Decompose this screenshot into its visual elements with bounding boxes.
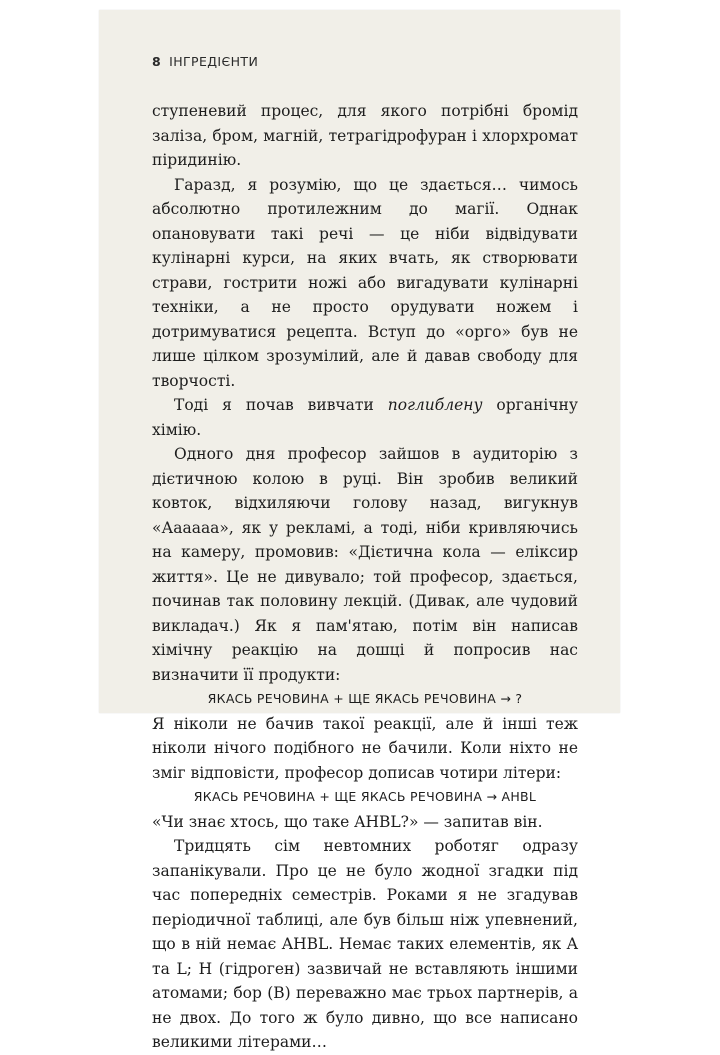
reaction-equation: ЯКАСЬ РЕЧОВИНА + ЩЕ ЯКАСЬ РЕЧОВИНА → AHBL	[193, 789, 537, 804]
paragraph: «Чи знає хтось, що таке AHBL?» — запитав він.	[152, 812, 543, 831]
paragraph: ступеневий процес, для якого потрібні бромід заліза, бром, магній, тетрагідрофуран і хлорхромат піридинію.	[152, 102, 578, 169]
reaction-equation: ЯКАСЬ РЕЧОВИНА + ЩЕ ЯКАСЬ РЕЧОВИНА → ?	[207, 691, 523, 706]
running-header	[152, 54, 258, 69]
paragraph: Гаразд, я розумію, що це здається… чимось абсолютно протилежним до магії. Однак опановувати такі речі — це ніби відвідувати кулінарні курси, на яких вчать, як створювати страви, гострити ножі або вигадувати кулінарні техніки, а не просто орудувати ножем і дотримуватися рецепта. Вступ до «орго» був не лише цілком зрозумілий, але й давав свободу для творчості.	[152, 175, 578, 390]
section-title: ІНГРЕДІЄНТИ	[169, 54, 259, 69]
book-page	[99, 10, 620, 1051]
paragraph: Одного дня професор зайшов в аудиторію з дієтичною колою в руці. Він зробив великий ковток, відхиляючи голову назад, вигукнув «Аааааа», як у рекламі, а тоді, ніби кривляючись на камеру, промовив: «Дієтична кола — еліксир життя». Це не дивувало; той професор, здається, починав так половину лекцій. (Дивак, але чудовий викладач.) Як я пам'ятаю, потім він написав хімічну реакцію на дошці й попросив нас визначити її продукти:	[152, 445, 578, 684]
paragraph	[152, 393, 578, 442]
page-number: 8	[152, 54, 162, 69]
paragraph: Тридцять сім невтомних роботяг одразу запанікували. Про це не було жодної згадки під час попередніх семестрів. Роками я не згадував періодичної таблиці, але був більш ніж упевнений, що в ній немає AHBL. Немає таких елементів, як A та L; H (гідроген) зазвичай не вставляють іншими атомами; бор (B) переважно має трьох партнерів, а не двох. До того ж було дивно, що все написано великими літерами…	[152, 837, 578, 1051]
text-span: органічну хімію.	[152, 396, 579, 439]
body-text	[152, 99, 578, 1055]
emphasis: поглиблену	[387, 396, 483, 414]
paragraph: Я ніколи не бачив такої реакції, але й інші теж ніколи нічого подібного не бачили. Коли ніхто не зміг відповісти, професор дописав чотири літери:	[152, 714, 578, 782]
text-span: Тоді я почав вивчати	[174, 396, 388, 414]
